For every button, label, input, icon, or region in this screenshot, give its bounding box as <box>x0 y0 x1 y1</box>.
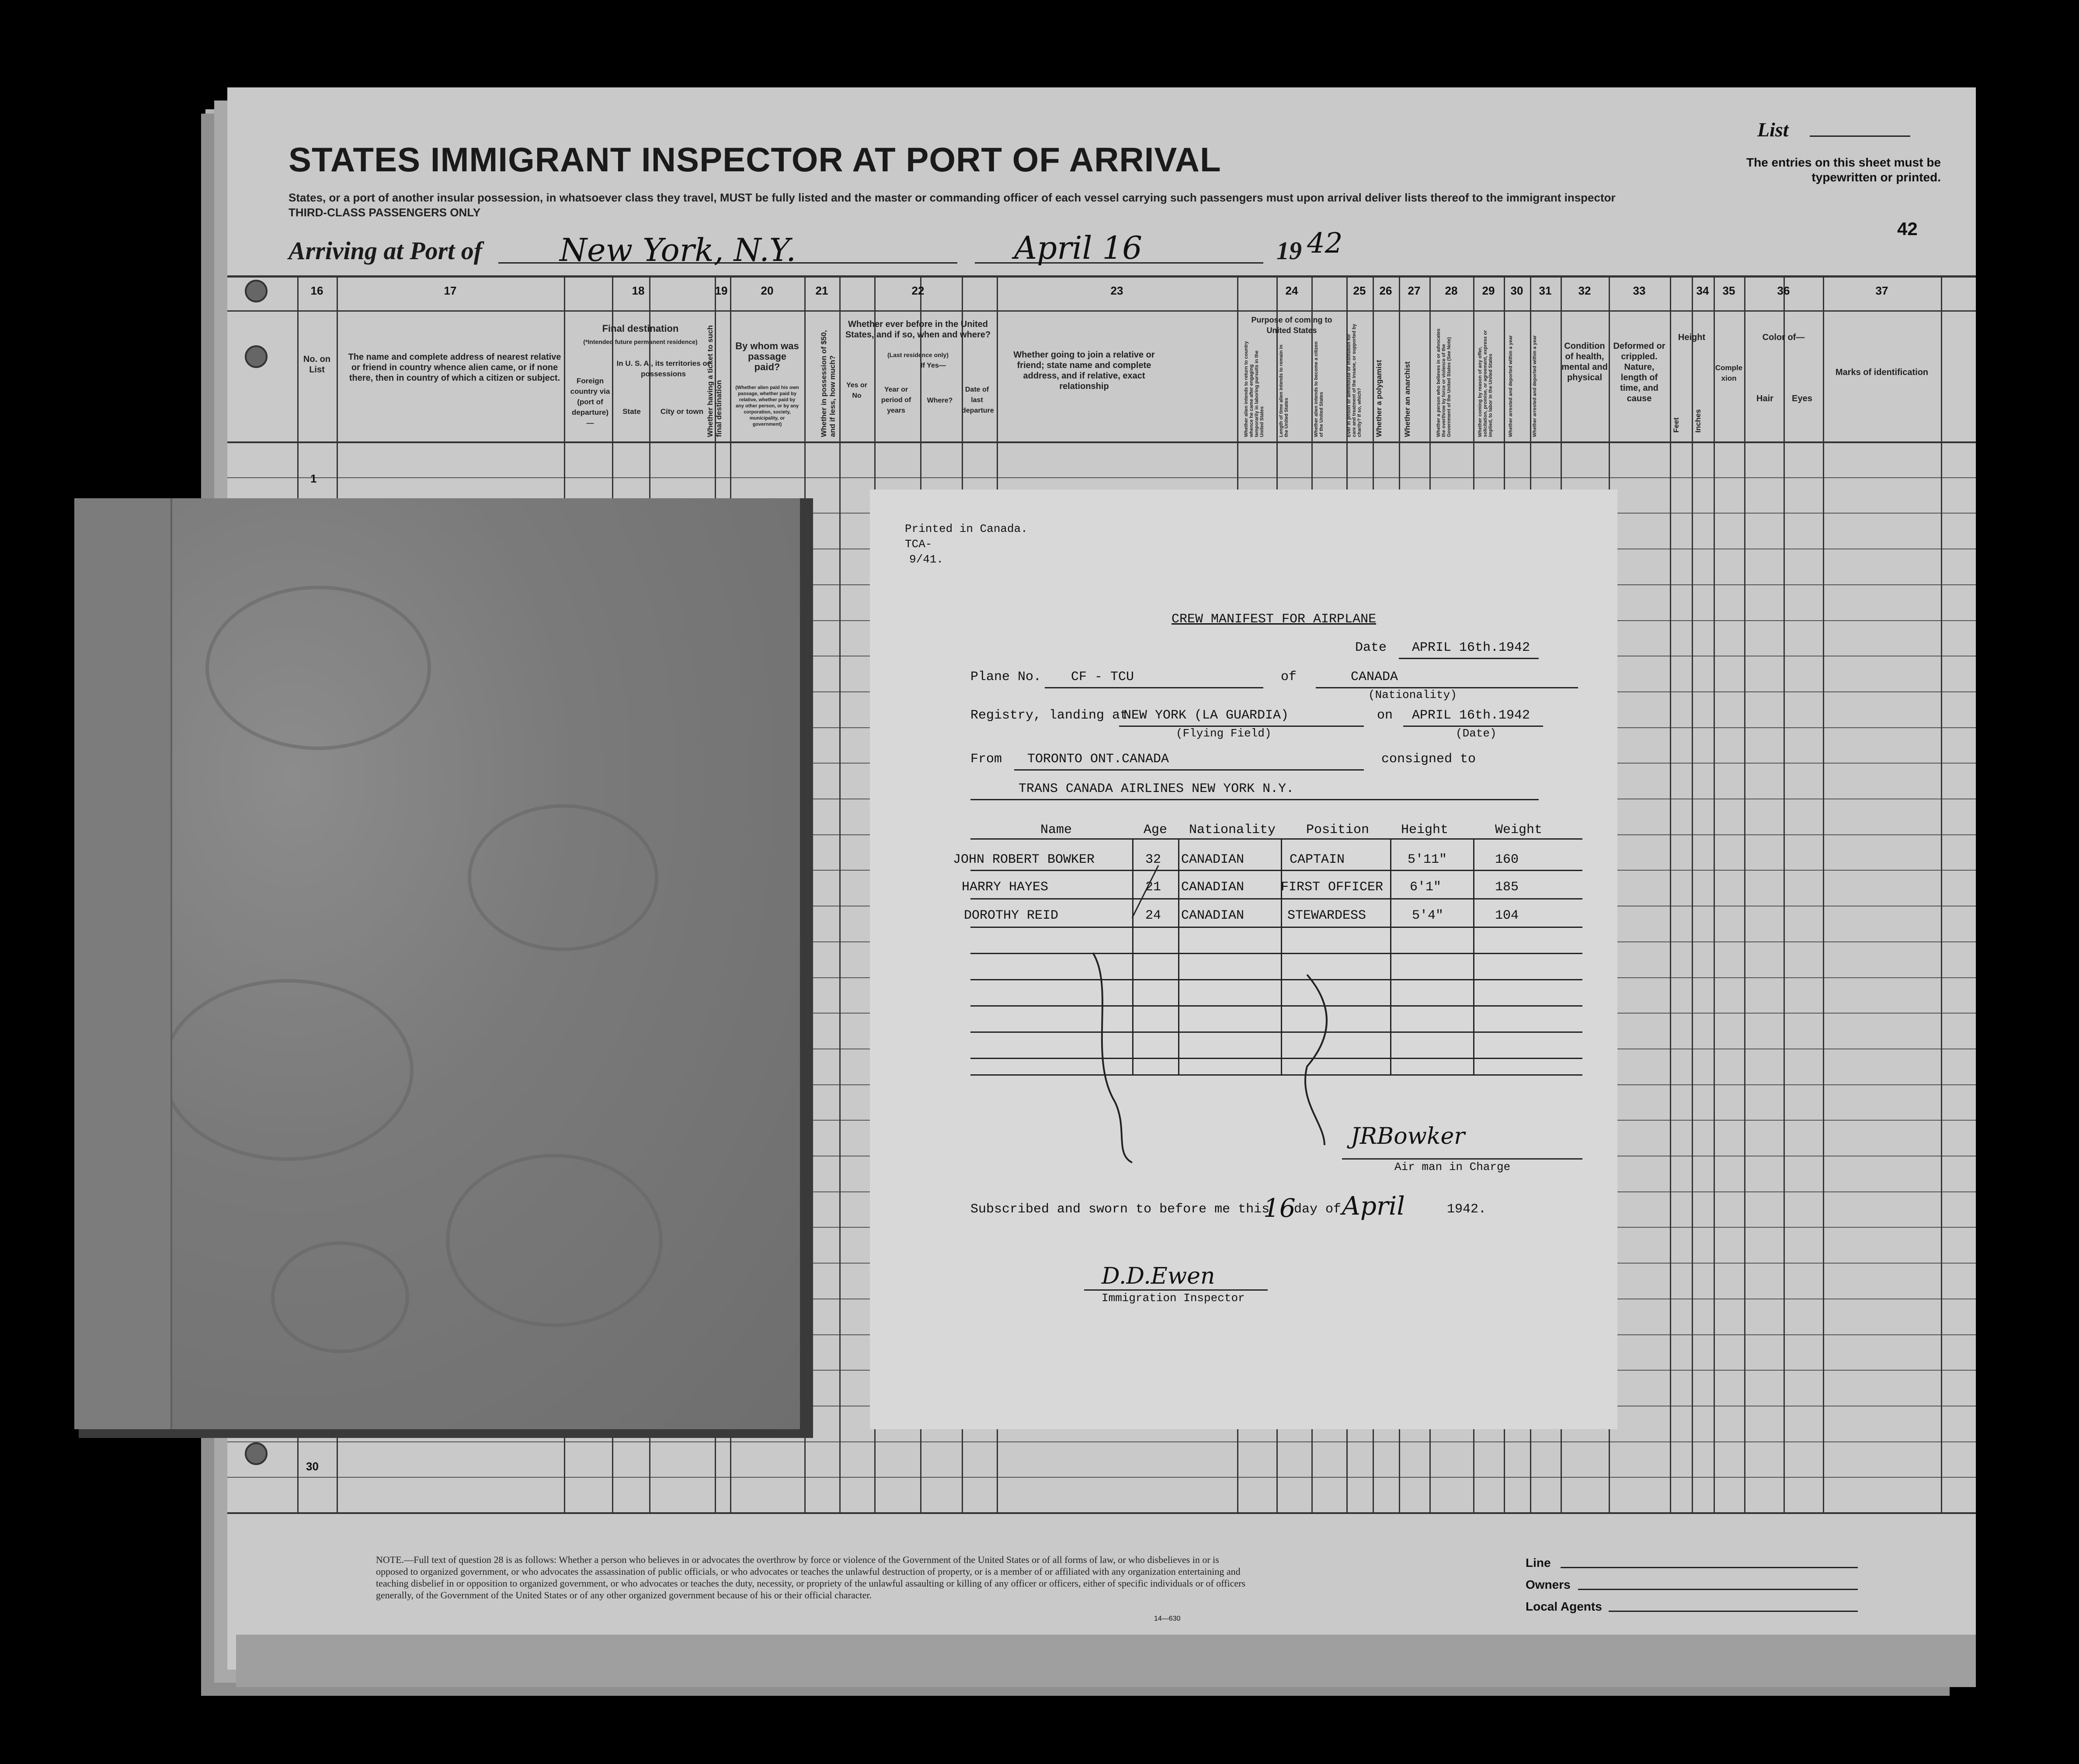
col24a-heading: Whether alien intends to return to country whence he came after engaging temporarily in laboring pursuits in the United States <box>1244 341 1265 437</box>
col-name-header: Name <box>1040 823 1072 837</box>
col33-heading: Deformed or crippled. Nature, length of time, and cause <box>1613 341 1665 403</box>
column-number: 19 <box>715 284 728 297</box>
col24c-heading: Whether alien intends to become a citizen of the United States <box>1314 341 1324 437</box>
sworn-label: Subscribed and sworn to before me this <box>970 1202 1270 1217</box>
manifest-heading: CREW MANIFEST FOR AIRPLANE <box>1172 612 1377 627</box>
crew-age: 24 <box>1145 908 1161 923</box>
col31-heading: Whether arrested and deported within a year <box>1532 335 1537 437</box>
nationality-caption: (Nationality) <box>1368 688 1457 701</box>
col22-ifyes: If Yes— <box>921 362 946 369</box>
col36-eyes: Eyes <box>1792 394 1812 403</box>
on-label: on <box>1377 708 1393 723</box>
folder-flap <box>74 498 172 1429</box>
column-number: 36 <box>1777 284 1790 297</box>
folder-cover <box>74 498 800 1429</box>
col19-heading: Whether having a ticket to such final destination <box>706 325 723 437</box>
col18-foreign: Foreign country via (port of departure)— <box>570 377 610 427</box>
column-number: 30 <box>1510 284 1523 297</box>
col26-heading: Whether a polygamist <box>1375 360 1383 437</box>
date-handwritten: April 16 <box>1014 229 1143 266</box>
crew-manifest-slip <box>870 490 1617 1429</box>
crew-position: STEWARDESS <box>1287 908 1366 923</box>
punch-hole <box>245 280 268 302</box>
of-label: of <box>1281 670 1297 684</box>
list-underline <box>1810 135 1910 137</box>
col36-heading: Color of— <box>1762 333 1805 342</box>
year-handwritten: 42 <box>1307 227 1343 260</box>
date-caption: (Date) <box>1456 727 1497 740</box>
printed-in-canada: Printed in Canada. <box>905 522 1028 535</box>
line-label: Line <box>1526 1556 1551 1570</box>
form-code-2: 9/41. <box>909 553 944 566</box>
col23-heading: Whether going to join a relative or friend; state name and complete address, and if relative, exact relationship <box>1013 350 1155 391</box>
column-number: 16 <box>310 284 323 297</box>
list-label: List <box>1757 118 1789 141</box>
consigned-label: consigned to <box>1381 752 1476 767</box>
col-weight-header: Weight <box>1495 823 1543 837</box>
col32-heading: Condition of health, mental and physical <box>1561 341 1608 382</box>
column-number: 26 <box>1379 284 1392 297</box>
column-number: 17 <box>444 284 457 297</box>
col16-heading: No. on List <box>303 354 331 375</box>
crew-position: FIRST OFFICER <box>1281 880 1384 895</box>
grid-column-line <box>1670 275 1671 1512</box>
col36-hair: Hair <box>1756 394 1773 403</box>
col24b-heading: Length of time alien intends to remain in the United States <box>1279 344 1289 437</box>
airman-signature-line <box>1342 1158 1582 1160</box>
column-number: 18 <box>632 284 645 297</box>
inspector-signature-line <box>1084 1289 1268 1291</box>
plane-value: CF - TCU <box>1071 670 1134 684</box>
column-number: 33 <box>1633 284 1646 297</box>
column-number: 31 <box>1539 284 1552 297</box>
date-label: Date <box>1355 640 1387 655</box>
crew-height: 5'4" <box>1412 908 1444 923</box>
crew-weight: 185 <box>1495 880 1519 895</box>
col22-yesno: Yes or No <box>846 382 868 399</box>
col22-years: Year or period of years <box>881 386 911 414</box>
consignee-value: TRANS CANADA AIRLINES NEW YORK N.Y. <box>1019 781 1294 796</box>
column-number: 23 <box>1110 284 1123 297</box>
crew-height: 6'1" <box>1410 880 1442 895</box>
column-number: 29 <box>1482 284 1495 297</box>
owners-underline <box>1578 1589 1858 1590</box>
col37-heading: Marks of identification <box>1835 368 1929 377</box>
col24-heading: Purpose of coming to United States <box>1251 316 1332 335</box>
col25-heading: Ever in prison or almshouse or institution for care and treatment of the insane, or supported by charity? If so, which? <box>1346 323 1362 437</box>
col34-feet: Feet <box>1672 417 1680 433</box>
inspector-signature: D.D.Ewen <box>1102 1263 1215 1289</box>
column-number: 37 <box>1875 284 1888 297</box>
airman-signature: JRBowker <box>1351 1123 1465 1149</box>
col18-subheading: (*Intended future permanent residence) <box>583 338 698 345</box>
column-number: 35 <box>1722 284 1735 297</box>
crew-nationality: CANADIAN <box>1181 880 1245 895</box>
col30-heading: Whether arrested and deported within a year <box>1508 335 1513 437</box>
wood-grain-swirl <box>271 1241 409 1353</box>
column-number: 28 <box>1445 284 1458 297</box>
row-number-last: 30 <box>306 1460 319 1473</box>
crew-nationality: CANADIAN <box>1181 908 1245 923</box>
grid-column-line <box>1783 275 1785 1512</box>
grid-column-line <box>1744 275 1745 1512</box>
column-number: 34 <box>1696 284 1709 297</box>
sworn-month: April <box>1342 1191 1405 1221</box>
col27-heading: Whether an anarchist <box>1403 361 1411 437</box>
year-prefix: 19 <box>1276 236 1302 265</box>
col34-inches: Inches <box>1694 409 1702 433</box>
form-code-1: TCA- <box>905 538 932 551</box>
column-number: 22 <box>911 284 925 297</box>
col22-heading: Whether ever before in the United States, and if so, when and where? <box>845 319 991 340</box>
punch-hole <box>245 1442 268 1465</box>
column-number: 32 <box>1578 284 1591 297</box>
registry-label: Registry, landing at <box>970 708 1128 723</box>
landing-date-value: APRIL 16th.1942 <box>1412 708 1530 723</box>
page-number: 42 <box>1897 219 1918 239</box>
sheet-stack-bottom <box>236 1635 1976 1687</box>
crew-name: JOHN ROBERT BOWKER <box>953 852 1095 867</box>
col29-heading: Whether coming by reason of any offer, solicitation, promise, or agreement, express or implied, to labor in the United States <box>1478 330 1493 437</box>
nationality-value: CANADA <box>1351 670 1398 684</box>
crew-position: CAPTAIN <box>1290 852 1345 867</box>
grid-column-line <box>1941 275 1942 1512</box>
plane-label: Plane No. <box>970 670 1042 684</box>
grid-column-line <box>839 275 841 1512</box>
column-number: 20 <box>761 284 774 297</box>
column-number: 25 <box>1353 284 1366 297</box>
column-number: 27 <box>1408 284 1421 297</box>
col-position-header: Position <box>1306 823 1370 837</box>
flying-field-caption: (Flying Field) <box>1176 727 1272 740</box>
crew-weight: 104 <box>1495 908 1519 923</box>
col20-subheading: (Whether alien paid his own passage, whether paid by relative, whether paid by any other person, or by any corporation, society, municipality, or government) <box>735 385 799 427</box>
date-value: APRIL 16th.1942 <box>1412 640 1530 655</box>
grid-column-line <box>1692 275 1693 1512</box>
column-number: 21 <box>815 284 828 297</box>
form-code: 14—630 <box>1154 1615 1181 1622</box>
col21-heading: Whether in possession of $50, and if less, how much? <box>820 330 837 437</box>
col35-heading: Complexion <box>1715 364 1743 382</box>
col20-heading: By whom was passage paid? <box>735 340 799 372</box>
crew-name: HARRY HAYES <box>962 880 1049 895</box>
col17-heading: The name and complete address of nearest relative or friend in country whence alien came, or if none there, then in country of which a citizen or subject. <box>348 352 561 383</box>
col-age-header: Age <box>1144 823 1168 837</box>
airman-caption: Air man in Charge <box>1394 1160 1511 1174</box>
col22-date: Date of last departure <box>962 386 994 414</box>
col18-usa: In U. S. A., its territories or possessions <box>616 359 710 378</box>
arriving-label: Arriving at Port of <box>289 236 483 265</box>
day-of-label: day of <box>1294 1202 1342 1217</box>
col-height-header: Height <box>1401 823 1449 837</box>
column-number: 24 <box>1285 284 1298 297</box>
from-label: From <box>970 752 1002 767</box>
owners-label: Owners <box>1526 1578 1571 1591</box>
wood-grain-swirl <box>468 804 658 951</box>
page-title: STATES IMMIGRANT INSPECTOR AT PORT OF ARRIVAL <box>289 140 1221 179</box>
page-subtitle <box>289 190 1687 220</box>
crew-name: DOROTHY REID <box>964 908 1059 923</box>
landing-value: NEW YORK (LA GUARDIA) <box>1123 708 1289 723</box>
crew-age: 21 <box>1145 880 1161 895</box>
port-handwritten: New York, N.Y. <box>560 232 796 268</box>
agents-label: Local Agents <box>1526 1600 1602 1613</box>
grid-column-line <box>1714 275 1715 1512</box>
wood-grain-swirl <box>162 979 414 1161</box>
sworn-day: 16 <box>1263 1193 1296 1223</box>
row-number-first: 1 <box>310 472 317 485</box>
sworn-year: 1942. <box>1447 1202 1487 1217</box>
subtitle-line-1: States, or a port of another insular possession, in whatsoever class they travel, MUST be fully listed and the master or commanding officer of each vessel carrying such passengers must upon arrival deliver lists thereof to the immigrant inspector <box>289 191 1616 204</box>
col18-heading: Final destination <box>602 323 679 334</box>
col18-state: State <box>622 407 641 416</box>
col22-where: Where? <box>927 397 953 404</box>
col18-city: City or town <box>660 407 704 416</box>
col34-heading: Height <box>1678 333 1706 342</box>
wood-grain-swirl <box>205 586 431 750</box>
wood-grain-swirl <box>446 1154 663 1327</box>
grid-column-line <box>1823 275 1824 1512</box>
grid-bottom-rule <box>227 1512 1976 1514</box>
from-value: TORONTO ONT.CANADA <box>1027 752 1169 767</box>
entries-note: The entries on this sheet must be typewritten or printed. <box>1746 156 1941 184</box>
col22-subheading: (Last residence only) <box>887 351 949 358</box>
footer-note: NOTE.—Full text of question 28 is as follows: Whether a person who believes in or advocates the overthrow by force or violence of the Government of the United States or of all forms of law, or who disbelieves in or is opposed to organized government, or who advocates the assassination of public officials, or who advocates or teaches the unlawful destruction of property, or is a member of or affiliated with any organization entertaining and teaching disbelief in or opposition to organized government, or who advocates or teaches the duty, necessity, or propriety of the unlawful assaulting or killing of any officer or officers, either of specific individuals or of officers generally, of the Government of the United States or of any other organized government because of his or their official character. <box>376 1554 1246 1601</box>
agents-underline <box>1609 1611 1858 1612</box>
line-underline <box>1561 1567 1858 1568</box>
col28-heading: Whether a person who believes in or advocates the overthrow by force or violence of the Government of the United States (See Note) <box>1436 328 1452 437</box>
inspector-caption: Immigration Inspector <box>1102 1292 1245 1305</box>
ditto-marks <box>870 490 1617 1429</box>
subtitle-line-2: THIRD-CLASS PASSENGERS ONLY <box>289 206 481 219</box>
crew-weight: 160 <box>1495 852 1519 867</box>
punch-hole <box>245 345 268 368</box>
col-nationality-header: Nationality <box>1189 823 1276 837</box>
crew-age: 32 <box>1145 852 1161 867</box>
crew-height: 5'11" <box>1408 852 1447 867</box>
crew-nationality: CANADIAN <box>1181 852 1245 867</box>
